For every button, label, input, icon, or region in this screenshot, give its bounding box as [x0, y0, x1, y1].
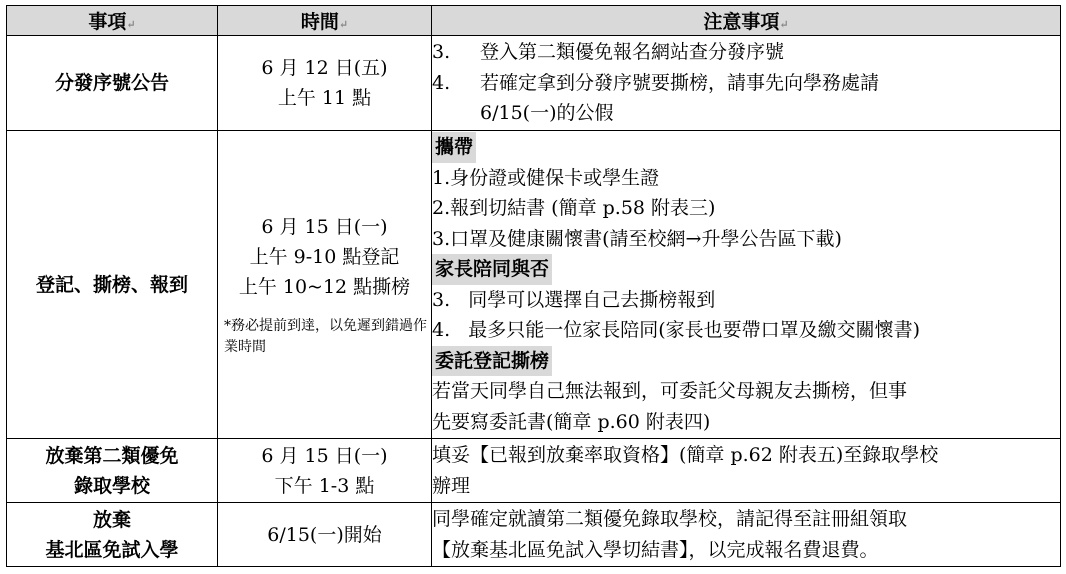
note-line: 若當天同學自己無法報到，可委託父母親友去撕榜，但事 [432, 380, 908, 402]
note-line: 【放棄基北區免試入學切結書】，以完成報名費退費。 [432, 538, 879, 561]
item-cell: 分發序號公告 [7, 36, 218, 131]
note-line: 先要寫委託書(簡章 p.60 附表四) [432, 410, 711, 433]
note-line: 填妥【已報到放棄率取資格】(簡章 p.62 附表五)至錄取學校 [432, 444, 939, 466]
section-heading: 攜帶 [432, 132, 476, 163]
item-cell: 放棄第二類優免 錄取學校 [7, 439, 218, 503]
note-line: 3. 同學可以選擇自己去撕榜報到 [432, 288, 716, 311]
header-time: 時間↵ [218, 6, 432, 36]
time-cell: 6/15(一)開始 [218, 503, 432, 567]
time-cell: 6 月 15 日(一) 上午 9-10 點登記 上午 10~12 點撕榜 *務必提前到達，以免遲到錯過作業時間 [218, 131, 432, 439]
time-cell: 6 月 12 日(五) 上午 11 點 [218, 36, 432, 131]
note-line: 3. 登入第二類優免報名網站查分發序號 [432, 41, 785, 64]
item-cell: 放棄 基北區免試入學 [7, 503, 218, 567]
notes-cell [432, 503, 1061, 567]
header-item: 事項↵ [7, 6, 218, 36]
table-row [7, 503, 1061, 567]
note-line: 6/15(一)的公假 [480, 102, 614, 125]
time-note: *務必提前到達，以免遲到錯過作業時間 [224, 317, 427, 355]
section-heading: 家長陪同與否 [432, 254, 552, 285]
notes-cell [432, 439, 1061, 503]
table-row [7, 131, 1061, 439]
note-line: 4. 若確定拿到分發序號要撕榜，請事先向學務處請 [432, 71, 880, 94]
table-row [7, 36, 1061, 131]
note-line: 3.口罩及健康關懷書(請至校網→升學公告區下載) [432, 227, 842, 250]
note-line: 同學確定就讀第二類優免錄取學校，請記得至註冊組領取 [432, 508, 908, 530]
notes-cell [432, 131, 1061, 439]
header-row [7, 6, 1061, 36]
time-cell: 6 月 15 日(一) 下午 1-3 點 [218, 439, 432, 503]
note-line: 2.報到切結書 (簡章 p.58 附表三) [432, 197, 716, 219]
note-line: 4. 最多只能一位家長陪同(家長也要帶口罩及繳交關懷書) [432, 319, 921, 341]
table-row [7, 439, 1061, 503]
schedule-table [6, 5, 1061, 567]
item-cell: 登記、撕榜、報到 [7, 131, 218, 439]
note-line: 1.身份證或健保卡或學生證 [432, 166, 660, 189]
note-line: 辦理 [432, 474, 471, 497]
header-notes: 注意事項↵ [432, 6, 1061, 36]
section-heading: 委託登記撕榜 [432, 346, 552, 377]
notes-cell [432, 36, 1061, 131]
